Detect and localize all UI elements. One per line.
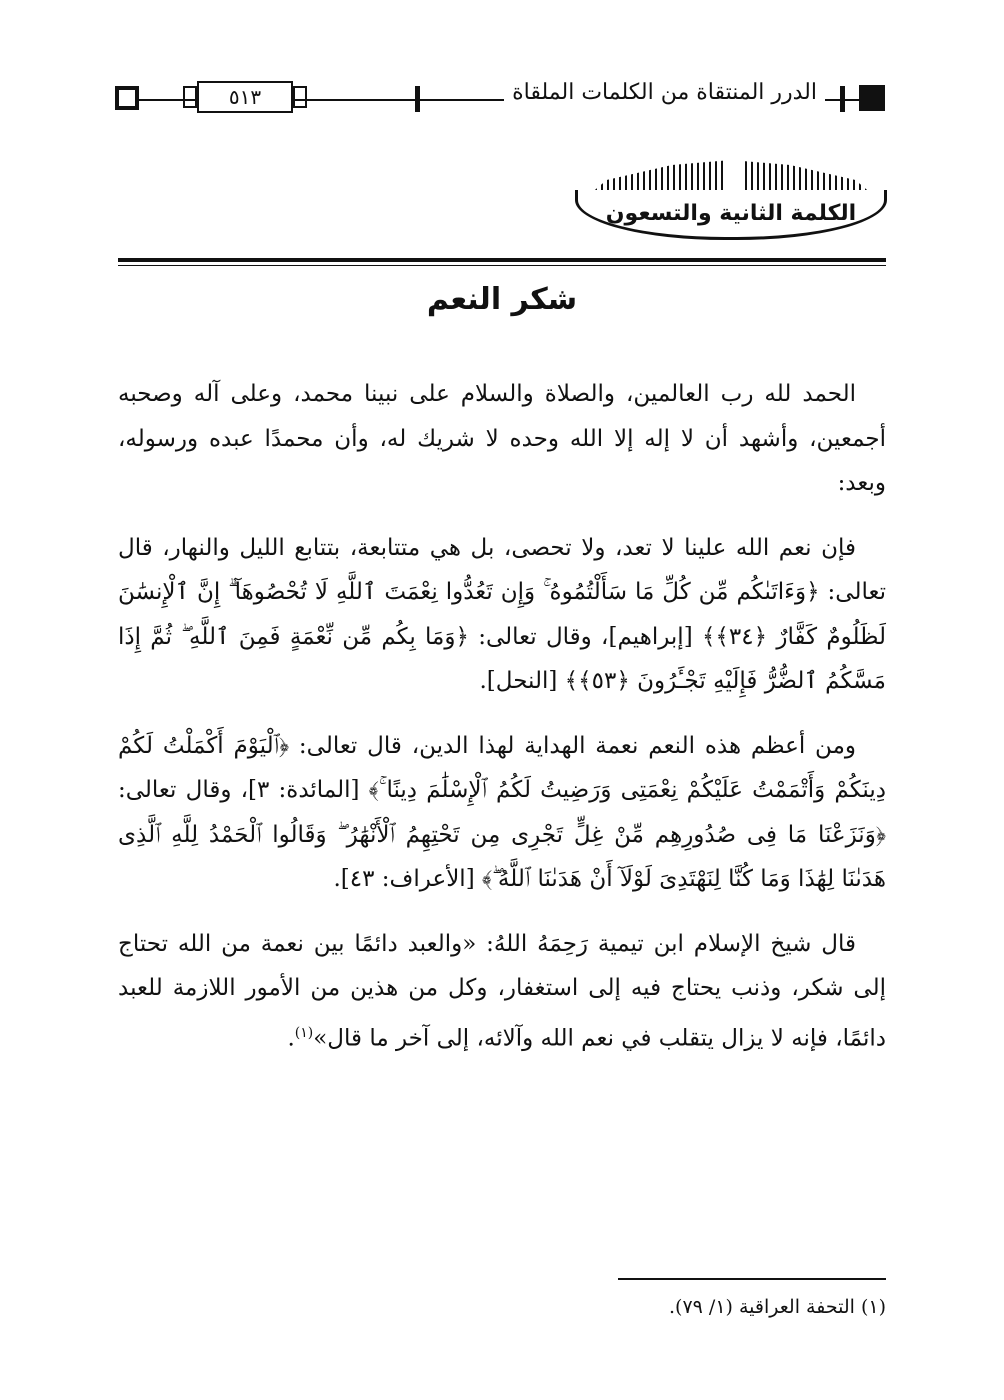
section-title: شكر النعم — [426, 282, 578, 317]
chapter-cartouche — [575, 150, 887, 242]
header-bar-ornament — [840, 86, 845, 112]
book-title: الدرر المنتقاة من الكلمات الملقاة — [504, 80, 825, 105]
footnote-separator — [618, 1278, 886, 1280]
body-text — [118, 372, 886, 1061]
header-square-outline-ornament — [115, 86, 139, 110]
paragraph-text: قال شيخ الإسلام ابن تيمية رَحِمَهُ اللهُ: «والعبد دائمًا بين نعمة من الله تحتاج إلى شكر، وذنب يحتاج فيه إلى استغفار، وكل من هذين من الأمور اللازمة للعبد دائمًا، فإنه لا يزال يتقلب في نعم الله وآلائه، إلى آخر ما قال» — [118, 930, 886, 1052]
paragraph-with-footnote — [118, 922, 886, 1061]
page-number: ٥١٣ — [228, 85, 262, 109]
page-number-frame — [197, 81, 293, 113]
paragraph: ومن أعظم هذه النعم نعمة الهداية لهذا الدين، قال تعالى: ﴿ٱلْيَوْمَ أَكْمَلْتُ لَكُمْ دِينَكُمْ وَأَتْمَمْتُ عَلَيْكُمْ نِعْمَتِى وَرَضِيتُ لَكُمُ ٱلْإِسْلَٰمَ دِينًا ۚ﴾ [المائدة: ٣]، وقال تعالى: ﴿وَنَزَعْنَا مَا فِى صُدُورِهِم مِّنْ غِلٍّ تَجْرِى مِن تَحْتِهِمُ ٱلْأَنْهَٰرُ ۖ وَقَالُوا ٱلْحَمْدُ لِلَّهِ ٱلَّذِى هَدَىٰنَا لِهَٰذَا وَمَا كُنَّا لِنَهْتَدِىَ لَوْلَآ أَنْ هَدَىٰنَا ٱللَّهُ ۖ﴾ [الأعراف: ٤٣]. — [118, 732, 886, 892]
paragraph: الحمد لله رب العالمين، والصلاة والسلام على نبينا محمد، وعلى آله وصحبه أجمعين، وأشهد أن لا إله إلا الله وحده لا شريك له، وأن محمدًا عبده ورسوله، وبعد: — [118, 381, 886, 496]
chapter-label: الكلمة الثانية والتسعون — [605, 201, 857, 226]
header-bar-ornament — [415, 86, 420, 112]
page-header — [115, 78, 885, 118]
footnote-marker[interactable]: (١) — [294, 1024, 314, 1041]
chapter-label-frame — [575, 190, 887, 240]
footnote: (١) التحفة العراقية (١/ ٧٩). — [669, 1296, 886, 1318]
paragraph: فإن نعم الله علينا لا تعد، ولا تحصى، بل هي متتابعة، بتتابع الليل والنهار، قال تعالى: ﴿وَءَاتَىٰكُم مِّن كُلِّ مَا سَأَلْتُمُوهُ ۚ وَإِن تَعُدُّوا نِعْمَتَ ٱللَّهِ لَا تُحْصُوهَآ ۗ إِنَّ ٱلْإِنسَٰنَ لَظَلُومٌ كَفَّارٌ ﴿٣٤﴾﴾ [إبراهيم]، وقال تعالى: ﴿وَمَا بِكُم مِّن نِّعْمَةٍ فَمِنَ ٱللَّهِ ۖ ثُمَّ إِذَا مَسَّكُمُ ٱلضُّرُّ فَإِلَيْهِ تَجْـَٔرُونَ ﴿٥٣﴾﴾ [النحل]. — [118, 534, 886, 694]
header-square-solid-ornament — [859, 85, 885, 111]
paragraph-closing: . — [287, 1025, 295, 1052]
title-rule-thin — [118, 265, 886, 266]
title-rule-thick — [118, 258, 886, 262]
